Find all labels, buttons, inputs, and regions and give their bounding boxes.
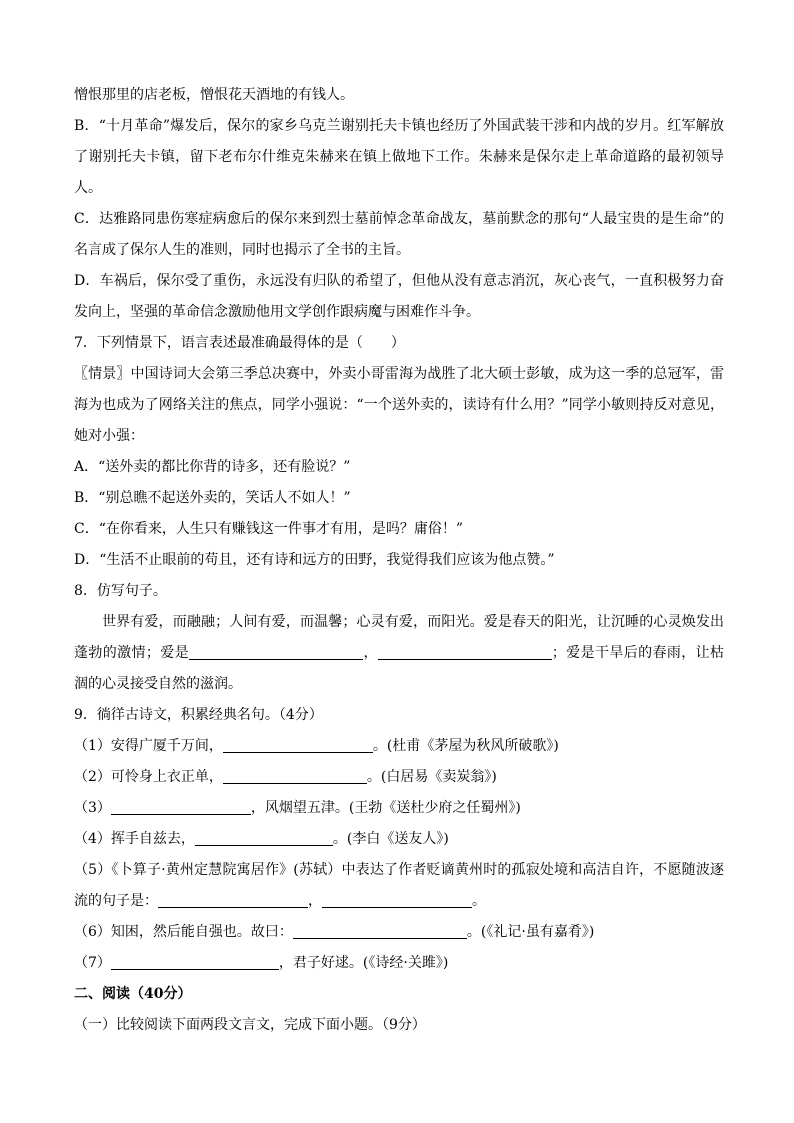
item-4-prefix: （4）挥手自兹去， [74,831,195,847]
option-a-continuation: 憎恨那里的店老板，憎恨花天酒地的有钱人。 [74,87,354,103]
question-8-part2: ；爱是干旱后的春雨，让枯涸的心灵接受自然的滋润。 [74,645,725,692]
question-8-sep: ， [363,645,378,661]
question-7-scene: 〖情景〗中国诗词大会第三季总决赛中，外卖小哥雷海为战胜了北大硕士彭敏，成为这一季的总冠军，雷海为也成为了网络关注的焦点，同学小强说：“一个送外卖的，读诗有什么用？”同学小敏则持反对意见，她对小强： [74,366,724,444]
question-7-option-c: C．“在你看来，人生只有赚钱这一件事才有用，是吗？庸俗！” [74,521,464,537]
question-9-item-5 [74,855,724,917]
question-8-part1: 世界有爱，而融融；人间有爱，而温馨；心灵有爱，而阳光。爱是春天的阳光，让沉睡的心灵焕发出蓬勃的激情；爱是 [74,614,724,661]
question-9-item-6 [74,917,724,948]
section-2-subtitle: （一）比较阅读下面两段文言文，完成下面小题。（9分） [74,1017,426,1033]
question-9-item-2 [74,762,724,793]
item-2-source: 。(白居易《卖炭翁》) [366,769,497,785]
section-2-title: 二、阅读（40分） [74,986,192,1002]
question-9-item-7 [74,948,724,979]
item-4-source: 。(李白《送友人》) [332,831,449,847]
question-7-stem: 7．下列情景下，语言表述最准确最得体的是（ ） [74,335,405,351]
answer-blank[interactable] [293,922,467,939]
item-3-source: ，风烟望五津。(王勃《送杜少府之任蜀州》) [250,800,521,816]
question-8-body [74,607,724,700]
question-9-item-1 [74,731,724,762]
answer-blank[interactable] [189,643,363,660]
option-b: B．“十月革命”爆发后，保尔的家乡乌克兰谢别托夫卡镇也经历了外国武装干涉和内战的岁月。红军解放了谢别托夫卡镇，留下老布尔什维克朱赫来在镇上做地下工作。朱赫来是保尔走上革命道路的最初领导人。 [74,118,724,196]
answer-blank[interactable] [223,767,367,784]
document-content [74,80,724,1041]
question-7-option-d: D．“生活不止眼前的苟且，还有诗和远方的田野，我觉得我们应该为他点赞。” [74,552,555,568]
answer-blank[interactable] [195,829,333,846]
option-d: D．车祸后，保尔受了重伤，永远没有归队的希望了，但他从没有意志消沉，灰心丧气，一直积极努力奋发向上，坚强的革命信念激励他用文学创作跟病魔与困难作斗争。 [74,273,724,320]
answer-blank[interactable] [158,891,308,908]
item-5-end: 。 [472,893,486,909]
question-9-item-3 [74,793,724,824]
item-6-source: 。(《礼记·虽有嘉肴》) [466,924,595,940]
question-7-option-a: A．“送外卖的都比你背的诗多，还有脸说？” [74,459,351,475]
item-1-source: 。(杜甫《茅屋为秋风所破歌》) [372,738,559,754]
answer-blank[interactable] [322,891,472,908]
item-7-prefix: （7） [74,955,111,971]
item-2-prefix: （2）可怜身上衣正单， [74,769,223,785]
answer-blank[interactable] [111,798,251,815]
answer-blank[interactable] [223,736,373,753]
item-5-sep: ， [308,893,322,909]
item-3-prefix: （3） [74,800,111,816]
question-9-stem: 9．徜徉古诗文，积累经典名句。（4分） [74,707,323,723]
item-1-prefix: （1）安得广厦千万间， [74,738,223,754]
answer-blank[interactable] [111,953,279,970]
item-6-prefix: （6）知困，然后能自强也。故曰： [74,924,293,940]
option-c: C．达雅路同患伤寒症病愈后的保尔来到烈士墓前悼念革命战友，墓前默念的那句“人最宝贵的是生命”的名言成了保尔人生的准则，同时也揭示了全书的主旨。 [74,211,724,258]
answer-blank[interactable] [378,643,552,660]
item-5-text: （5）《卜算子·黄州定慧院寓居作》(苏轼）中表达了作者贬谪黄州时的孤寂处境和高洁自许，不愿随波逐流的句子是： [74,862,724,909]
question-7-option-b: B．“别总瞧不起送外卖的，笑话人不如人！” [74,490,351,506]
question-9-item-4 [74,824,724,855]
question-8-stem: 8．仿写句子。 [74,583,167,599]
item-7-source: ，君子好逑。(《诗经·关雎》) [278,955,449,971]
